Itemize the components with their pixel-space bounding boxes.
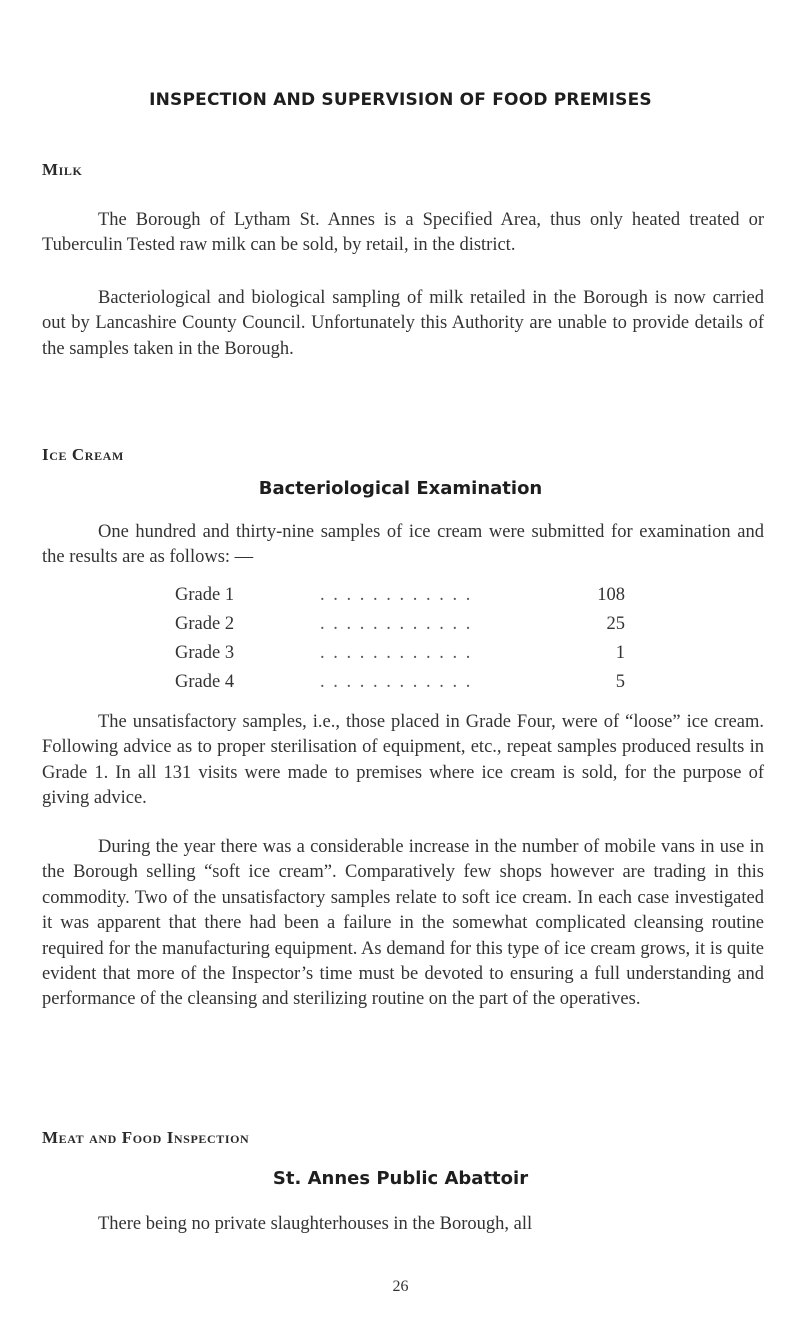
ice-cream-intro: One hundred and thirty-nine samples of ice cream were submitted for examination and the results are as follows: —	[42, 522, 764, 568]
leader-dots: . . . . . . . . . . . .	[320, 672, 473, 692]
grade-label: Grade 2	[175, 614, 235, 634]
grade-row	[175, 585, 625, 614]
grade-count: 108	[597, 585, 625, 605]
grade-label: Grade 1	[175, 585, 235, 605]
ice-cream-paragraph-2: During the year there was a considerable increase in the number of mobile vans in use in the Borough selling “soft ice cream”. Comparatively few shops however are trading in this commodity. Two of the unsatisfactory samples relate to soft ice cream. In each case investigated it was apparent that there had been a failure in the somewhat complicated cleansing routine required for the manufacturing equipment. As demand for this type of ice cream grows, it is quite evident that more of the Inspector’s time must be devoted to ensuring a full understanding and performance of the cleansing and sterilizing routine on the part of the operatives.	[42, 837, 764, 1010]
bacteriological-examination-heading: Bacteriological Examination	[258, 478, 543, 499]
leader-dots: . . . . . . . . . . . .	[320, 643, 473, 663]
abattoir-heading: St. Annes Public Abattoir	[272, 1168, 529, 1189]
milk-heading: Milk	[42, 160, 83, 179]
meat-food-inspection-heading: Meat and Food Inspection	[42, 1128, 250, 1147]
milk-paragraph-1: The Borough of Lytham St. Annes is a Specified Area, thus only heated treated or Tuberculin Tested raw milk can be sold, by retail, in the district.	[42, 210, 764, 256]
leader-dots: . . . . . . . . . . . .	[320, 614, 473, 634]
grade-count: 1	[615, 643, 625, 663]
grade-row	[175, 614, 625, 643]
grade-results-list	[175, 585, 625, 701]
ice-cream-heading: Ice Cream	[42, 445, 124, 464]
page-number: 26	[392, 1278, 409, 1295]
abattoir-paragraph: There being no private slaughterhouses in the Borough, all	[98, 1214, 533, 1234]
grade-label: Grade 3	[175, 643, 235, 663]
grade-label: Grade 4	[175, 672, 235, 692]
ice-cream-paragraph-1: The unsatisfactory samples, i.e., those placed in Grade Four, were of “loose” ice cream. Following advice as to proper sterilisation of equipment, etc., repeat samples produced results in Grade 1. In all 131 visits were made to premises where ice cream is sold, for the purpose of giving advice.	[42, 712, 764, 809]
grade-count: 25	[606, 614, 625, 634]
grade-count: 5	[615, 672, 625, 692]
milk-paragraph-2: Bacteriological and biological sampling of milk retailed in the Borough is now carried out by Lancashire County Council. Unfortunately this Authority are unable to provide details of the samples taken in the Borough.	[42, 288, 764, 359]
page-title: INSPECTION AND SUPERVISION OF FOOD PREMISES	[149, 90, 652, 110]
leader-dots: . . . . . . . . . . . .	[320, 585, 473, 605]
grade-row	[175, 672, 625, 701]
grade-row	[175, 643, 625, 672]
